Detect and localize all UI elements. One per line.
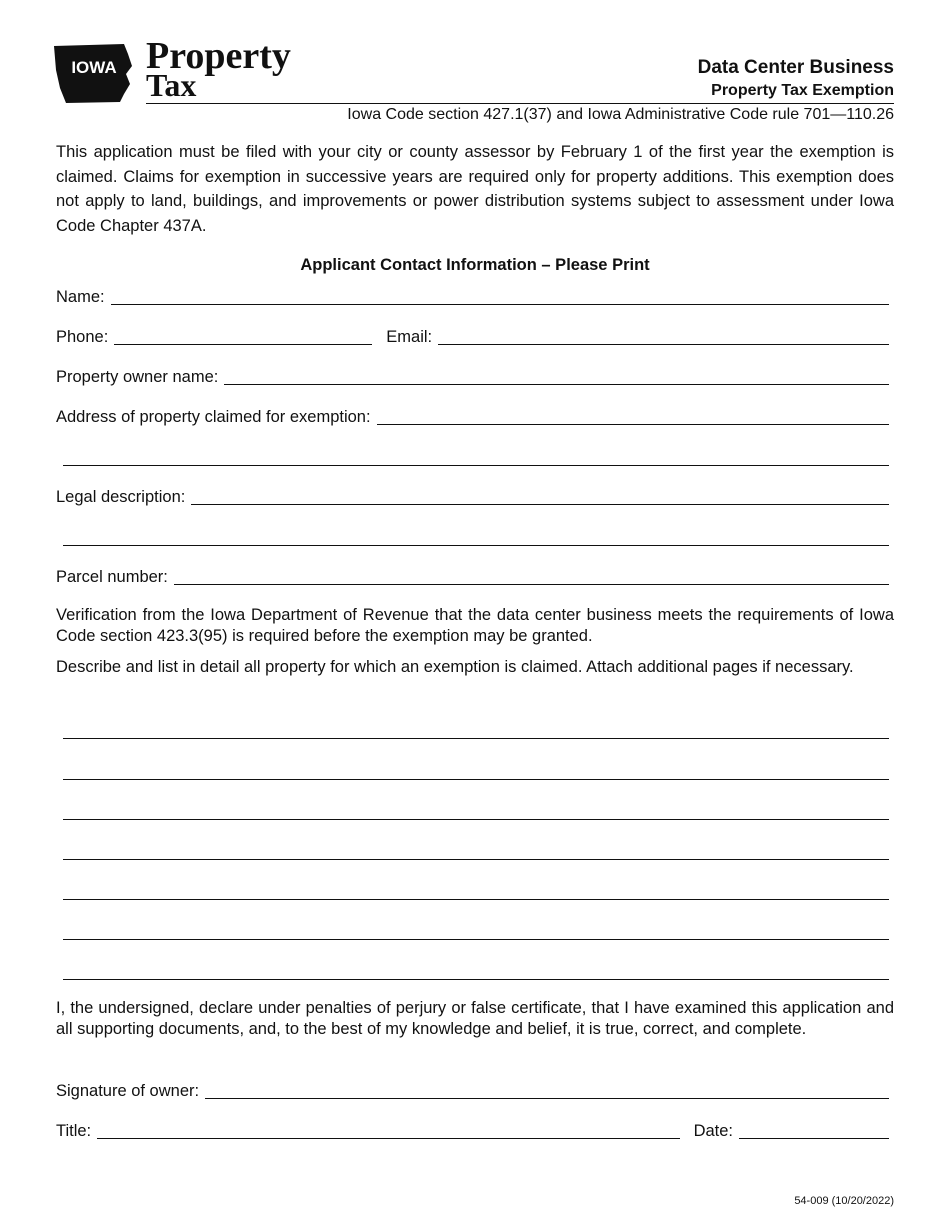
property-description-line[interactable] — [63, 899, 889, 900]
owner-field-row — [56, 366, 889, 387]
legal-description-input[interactable] — [191, 486, 889, 505]
name-input[interactable] — [111, 286, 889, 305]
phone-email-row — [56, 326, 889, 347]
date-input[interactable] — [739, 1120, 889, 1139]
verification-paragraph: Verification from the Iowa Department of Revenue that the data center business meets the requirements of Iowa Code section 423.3(95) is required before the exemption may be granted. — [56, 606, 894, 645]
legal-description-label: Legal description: — [56, 488, 186, 506]
email-label: Email: — [386, 328, 433, 346]
address-label: Address of property claimed for exemption: — [56, 408, 371, 426]
logo-tax-text: Tax — [146, 67, 197, 103]
email-input[interactable] — [438, 326, 889, 345]
title-input[interactable] — [97, 1120, 679, 1139]
owner-input[interactable] — [224, 366, 889, 385]
form-title: Data Center Business — [697, 57, 894, 78]
title-label: Title: — [56, 1122, 92, 1140]
name-label: Name: — [56, 288, 105, 306]
parcel-label: Parcel number: — [56, 568, 168, 586]
code-reference: Iowa Code section 427.1(37) and Iowa Administrative Code rule 701—110.26 — [347, 106, 894, 123]
property-description-line[interactable] — [63, 979, 889, 980]
header-divider — [146, 103, 894, 104]
intro-paragraph: This application must be filed with your city or county assessor by February 1 of the first year the exemption is claimed. Claims for exemption in successive years are required only for property additions. This exemption does not apply to land, buildings, and improvements or power distribution systems subject to assessment under Iowa Code Chapter 437A. — [56, 143, 894, 235]
contact-section-heading: Applicant Contact Information – Please Print — [300, 256, 650, 274]
legal-field-row — [56, 486, 889, 507]
property-description-line[interactable] — [63, 738, 889, 739]
legal-continuation-line[interactable] — [63, 545, 889, 546]
name-field-row — [56, 286, 889, 307]
form-number: 54-009 (10/20/2022) — [794, 1195, 894, 1207]
phone-label: Phone: — [56, 328, 109, 346]
title-date-row — [56, 1120, 889, 1141]
property-description-line[interactable] — [63, 939, 889, 940]
signature-field-row — [56, 1080, 889, 1101]
parcel-field-row — [56, 566, 889, 587]
address-input[interactable] — [377, 406, 889, 425]
signature-label: Signature of owner: — [56, 1082, 200, 1100]
property-description-line[interactable] — [63, 859, 889, 860]
declaration-paragraph: I, the undersigned, declare under penalties of perjury or false certificate, that I have examined this application and all supporting documents, and, to the best of my knowledge and belief, it is true, correct, and complete. — [56, 999, 894, 1038]
phone-input[interactable] — [114, 326, 372, 345]
date-label: Date: — [693, 1122, 733, 1140]
parcel-input[interactable] — [174, 566, 889, 585]
property-description-line[interactable] — [63, 779, 889, 780]
address-field-row — [56, 406, 889, 427]
signature-input[interactable] — [205, 1080, 889, 1099]
form-subtitle: Property Tax Exemption — [711, 82, 894, 99]
logo-property-text: Property — [146, 35, 291, 77]
logo-state-label: IOWA — [71, 58, 117, 77]
property-description-line[interactable] — [63, 819, 889, 820]
describe-paragraph: Describe and list in detail all property for which an exemption is claimed. Attach additional pages if necessary. — [56, 658, 854, 676]
address-continuation-line[interactable] — [63, 465, 889, 466]
owner-label: Property owner name: — [56, 368, 219, 386]
